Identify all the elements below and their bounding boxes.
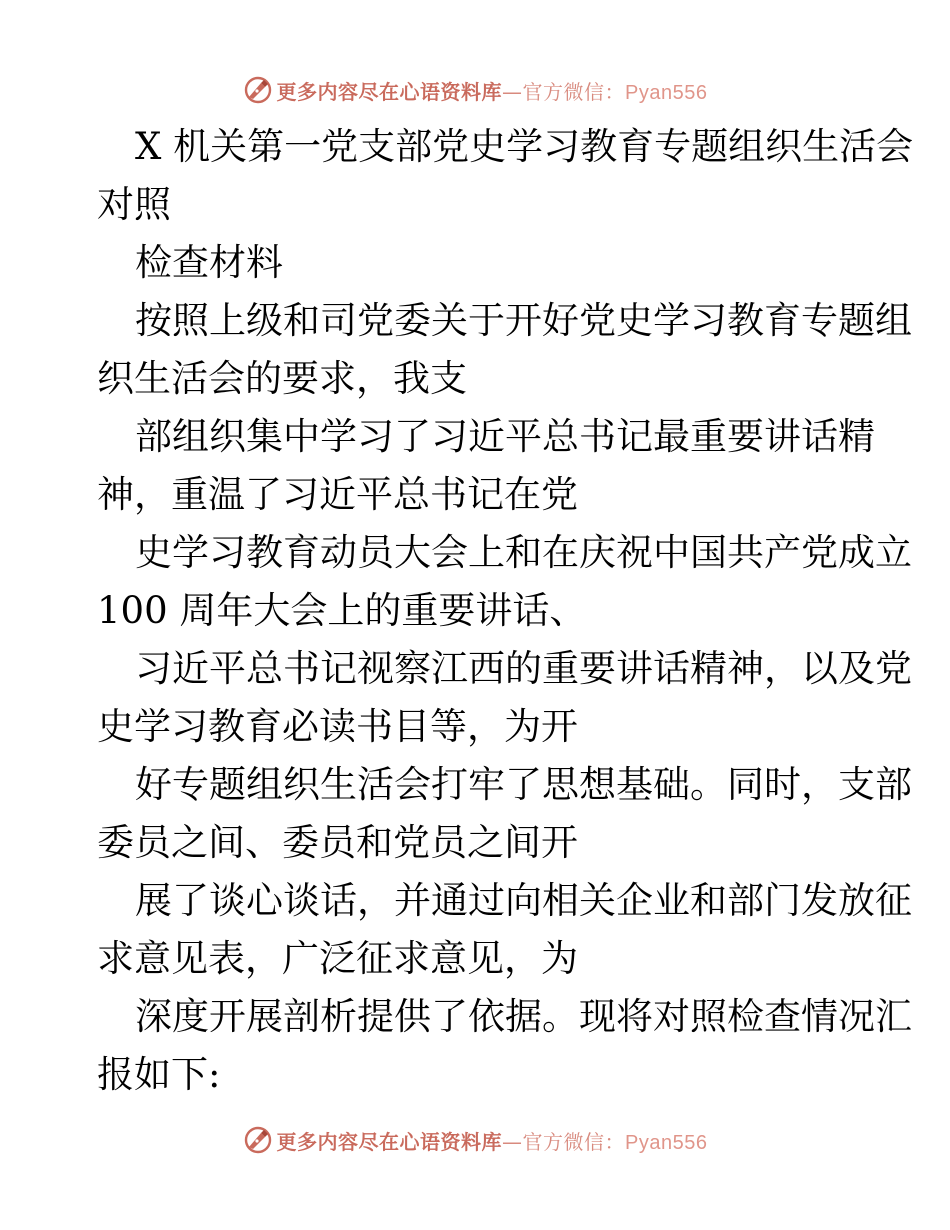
paragraph-line: 展了谈心谈话，并通过向相关企业和部门发放征: [135, 879, 912, 922]
paragraph-line: 部组织集中学习了习近平总书记最重要讲话精: [135, 415, 875, 458]
paragraph-line: X 机关第一党支部党史学习教育专题组织生活会: [135, 125, 914, 168]
pen-nib-logo-icon: [243, 1125, 273, 1155]
watermark-brand: 更多内容尽在心语资料库: [276, 1129, 503, 1154]
watermark-wechat-id: Pyan556: [625, 81, 708, 104]
watermark-wechat-label: 官方微信：: [522, 1129, 626, 1154]
paragraph-line: 史学习教育动员大会上和在庆祝中国共产党成立: [135, 531, 912, 574]
watermark-text: [277, 1126, 708, 1155]
paragraph-line: 史学习教育必读书目等，为开: [97, 705, 578, 748]
paragraph-line: 100 周年大会上的重要讲话、: [97, 589, 587, 632]
paragraph-line: 求意见表，广泛征求意见，为: [97, 937, 578, 980]
paragraph-line: 深度开展剖析提供了依据。现将对照检查情况汇: [135, 995, 912, 1038]
watermark-separator: —: [502, 79, 523, 104]
document-body: [97, 118, 914, 1104]
paragraph-line: 好专题组织生活会打牢了思想基础。同时，支部: [135, 763, 912, 806]
paragraph-line: 委员之间、委员和党员之间开: [97, 821, 578, 864]
paragraph-line: 对照: [97, 183, 171, 226]
watermark-text: [277, 76, 708, 105]
pen-nib-logo-icon: [243, 75, 273, 105]
watermark-wechat-id: Pyan556: [625, 1131, 708, 1154]
paragraph-line: 报如下:: [97, 1053, 221, 1096]
watermark-brand: 更多内容尽在心语资料库: [276, 79, 503, 104]
paragraph-line: 织生活会的要求，我支: [97, 357, 467, 400]
watermark-separator: —: [502, 1129, 523, 1154]
header-watermark: [0, 68, 950, 112]
paragraph-line: 检查材料: [135, 241, 283, 284]
paragraph-line: 习近平总书记视察江西的重要讲话精神，以及党: [135, 647, 912, 690]
footer-watermark: [0, 1118, 950, 1162]
watermark-wechat-label: 官方微信：: [522, 79, 626, 104]
paragraph-line: 神，重温了习近平总书记在党: [97, 473, 578, 516]
paragraph-line: 按照上级和司党委关于开好党史学习教育专题组: [135, 299, 912, 342]
